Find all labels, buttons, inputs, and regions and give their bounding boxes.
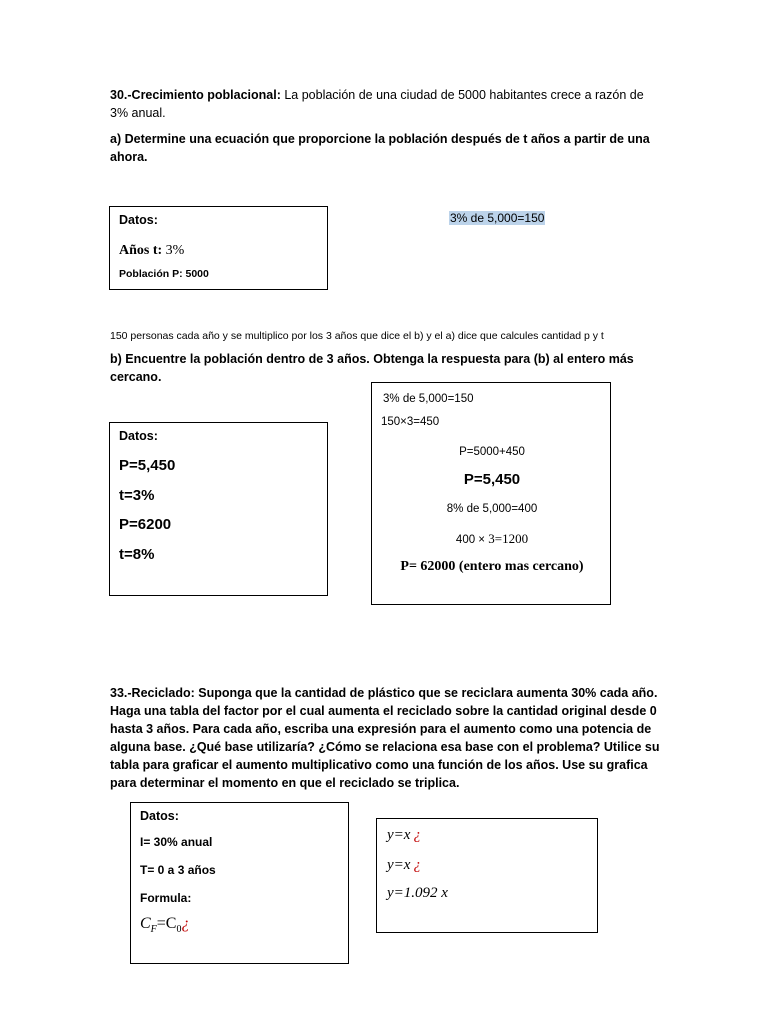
highlight-note [449,211,545,225]
datos-title-1: Datos: [119,213,158,227]
part-b-statement: b) Encuentre la población dentro de 3 años. Obtenga la respuesta para (b) al entero más cercano. [110,352,634,384]
formula-expression [140,915,189,935]
calc-line-4: P=5,450 [463,471,521,488]
datos-title-3: Datos: [140,809,179,823]
calc-line-3: P=5000+450 [459,446,525,458]
equation-1-tail: ¿ [413,827,421,843]
datos-row: P=6200 [119,516,172,533]
datos-box-1 [109,206,328,290]
anos-label: Años t: [119,243,163,258]
equation-2-tail: ¿ [413,857,421,873]
part-a-statement [110,130,658,166]
calc-line-6 [372,531,612,547]
formula-sub-f: F [150,924,157,936]
datos-box-2 [109,422,328,596]
equations-box [376,818,598,933]
calc-line-5: 8% de 5,000=400 [446,503,538,515]
formula-sub-0: 0 [176,924,182,936]
equation-1 [387,827,421,844]
problem-33-text: Suponga que la cantidad de plástico que se reciclara aumenta 30% cada año. Haga una tabla del factor por el cual aumenta el reciclado sobre la cantidad original desde 0 hasta 3 años. Para cada año, escriba una expresión para el aumento como una potencia de alguna base. ¿Qué base utilizaría? ¿Cómo se relaciona esa base con el problema? Utilice su tabla para graficar el aumento multiplicativo como una función de los años. Use su grafica para determinar el momento en que el reciclado se triplica. [110,686,660,790]
equation-3: y=1.092 x [387,885,448,901]
calc-line-7: P= 62000 (entero mas cercano) [400,559,584,574]
formula-c: C [140,915,151,932]
formula-tail: ¿ [181,915,190,932]
equation-1-main: y=x [387,827,411,843]
calculation-box [371,382,611,605]
calc-line-6-b: 3=1200 [488,531,529,546]
equation-2-main: y=x [387,857,411,873]
datos-box-3 [130,802,349,964]
calc-line-2: 150×3=450 [381,416,440,428]
part-a-prefix: a) [110,132,122,146]
explanation-text: 150 personas cada año y se multiplico por los 3 años que dice el b) y el a) dice que calcules cantidad p y t [110,330,604,342]
formula-eq: =C [156,915,177,932]
anos-value: 3% [162,243,185,258]
datos-row: P=5,450 [119,457,176,474]
problem-30-heading: 30.-Crecimiento poblacional: [110,88,281,102]
datos-row: t=3% [119,487,155,504]
highlight-text: 3% de 5,000=150 [450,211,545,225]
datos-row: t=8% [119,546,155,563]
datos-title-2: Datos: [119,429,158,443]
part-a-text: Determine una ecuación que proporcione la población después de t años a partir de una ahora. [110,132,650,164]
equation-2 [387,857,421,874]
poblacion-line: Población P: 5000 [119,268,209,280]
problem-30-statement [110,86,658,122]
calc-line-1: 3% de 5,000=150 [383,393,474,405]
anos-line [119,243,184,259]
problem-30-intro: La población de una ciudad de 5000 habitantes crece a razón de 3% anual. [110,88,644,120]
problem-33-heading: 33.-Reciclado: [110,686,195,700]
problem-33-statement [110,684,660,792]
time-line: T= 0 a 3 años [140,863,216,877]
interest-line: I= 30% anual [140,835,213,849]
calc-line-6-a: 400 × [455,534,486,546]
formula-label: Formula: [140,891,192,905]
